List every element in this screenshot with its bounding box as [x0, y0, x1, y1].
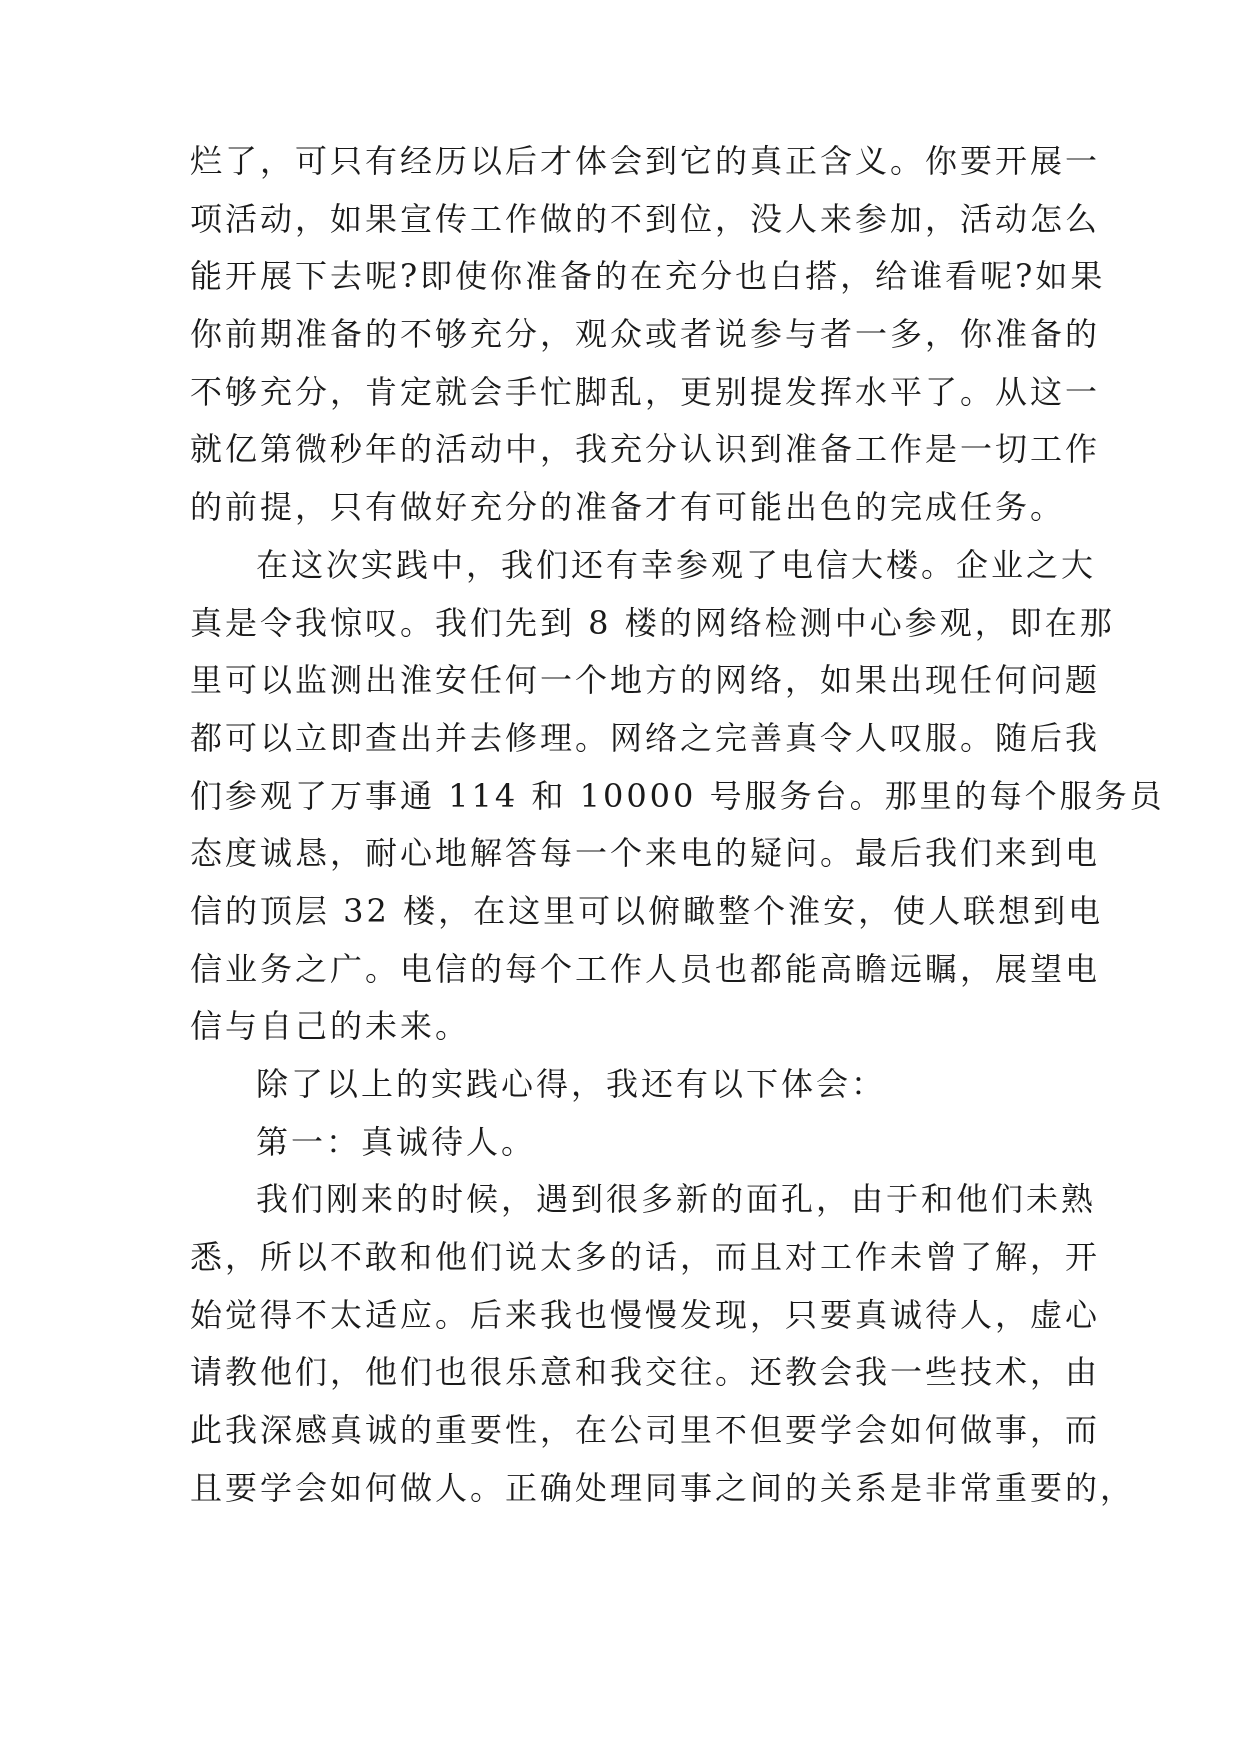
text-line: 不够充分，肯定就会手忙脚乱，更别提发挥水平了。从这一 — [190, 372, 1101, 411]
text-line: 你前期准备的不够充分，观众或者说参与者一多，你准备的 — [190, 315, 1101, 354]
text-line: 此我深感真诚的重要性，在公司里不但要学会如何做事，而 — [190, 1411, 1101, 1450]
text-line: 信的顶层 32 楼，在这里可以俯瞰整个淮安，使人联想到电 — [190, 891, 1104, 930]
section-heading: 第一：真诚待人。 — [256, 1122, 537, 1161]
text-line: 就亿第微秒年的活动中，我充分认识到准备工作是一切工作 — [190, 430, 1101, 469]
text-line: 真是令我惊叹。我们先到 8 楼的网络检测中心参观，即在那 — [190, 603, 1115, 642]
text-line: 里可以监测出淮安任何一个地方的网络，如果出现任何问题 — [190, 661, 1101, 700]
paragraph-first-line: 除了以上的实践心得，我还有以下体会： — [256, 1065, 887, 1103]
text-line: 悉，所以不敢和他们说太多的话，而且对工作未曾了解，开 — [190, 1238, 1101, 1277]
text-line: 烂了，可只有经历以后才体会到它的真正含义。你要开展一 — [190, 142, 1101, 180]
text-line: 项活动，如果宣传工作做的不到位，没人来参加，活动怎么 — [190, 199, 1101, 238]
text-line: 都可以立即查出并去修理。网络之完善真令人叹服。随后我 — [190, 718, 1101, 757]
paragraph-first-line: 我们刚来的时候，遇到很多新的面孔，由于和他们未熟 — [256, 1180, 1097, 1219]
text-line: 的前提，只有做好充分的准备才有可能出色的完成任务。 — [190, 488, 1066, 527]
text-line: 信与自己的未来。 — [190, 1007, 471, 1046]
text-line: 信业务之广。电信的每个工作人员也都能高瞻远瞩，展望电 — [190, 949, 1101, 988]
text-line: 态度诚恳，耐心地解答每一个来电的疑问。最后我们来到电 — [190, 834, 1101, 873]
text-line: 始觉得不太适应。后来我也慢慢发现，只要真诚待人，虚心 — [190, 1295, 1101, 1334]
text-line: 请教他们，他们也很乐意和我交往。还教会我一些技术，由 — [190, 1353, 1101, 1392]
paragraph-first-line: 在这次实践中，我们还有幸参观了电信大楼。企业之大 — [256, 545, 1097, 584]
text-line: 能开展下去呢?即使你准备的在充分也白搭，给谁看呢?如果 — [190, 257, 1106, 296]
text-line: 们参观了万事通 114 和 10000 号服务台。那里的每个服务员 — [190, 776, 1165, 815]
text-line: 且要学会如何做人。正确处理同事之间的关系是非常重要的， — [190, 1468, 1136, 1507]
document-body — [190, 133, 1165, 1518]
